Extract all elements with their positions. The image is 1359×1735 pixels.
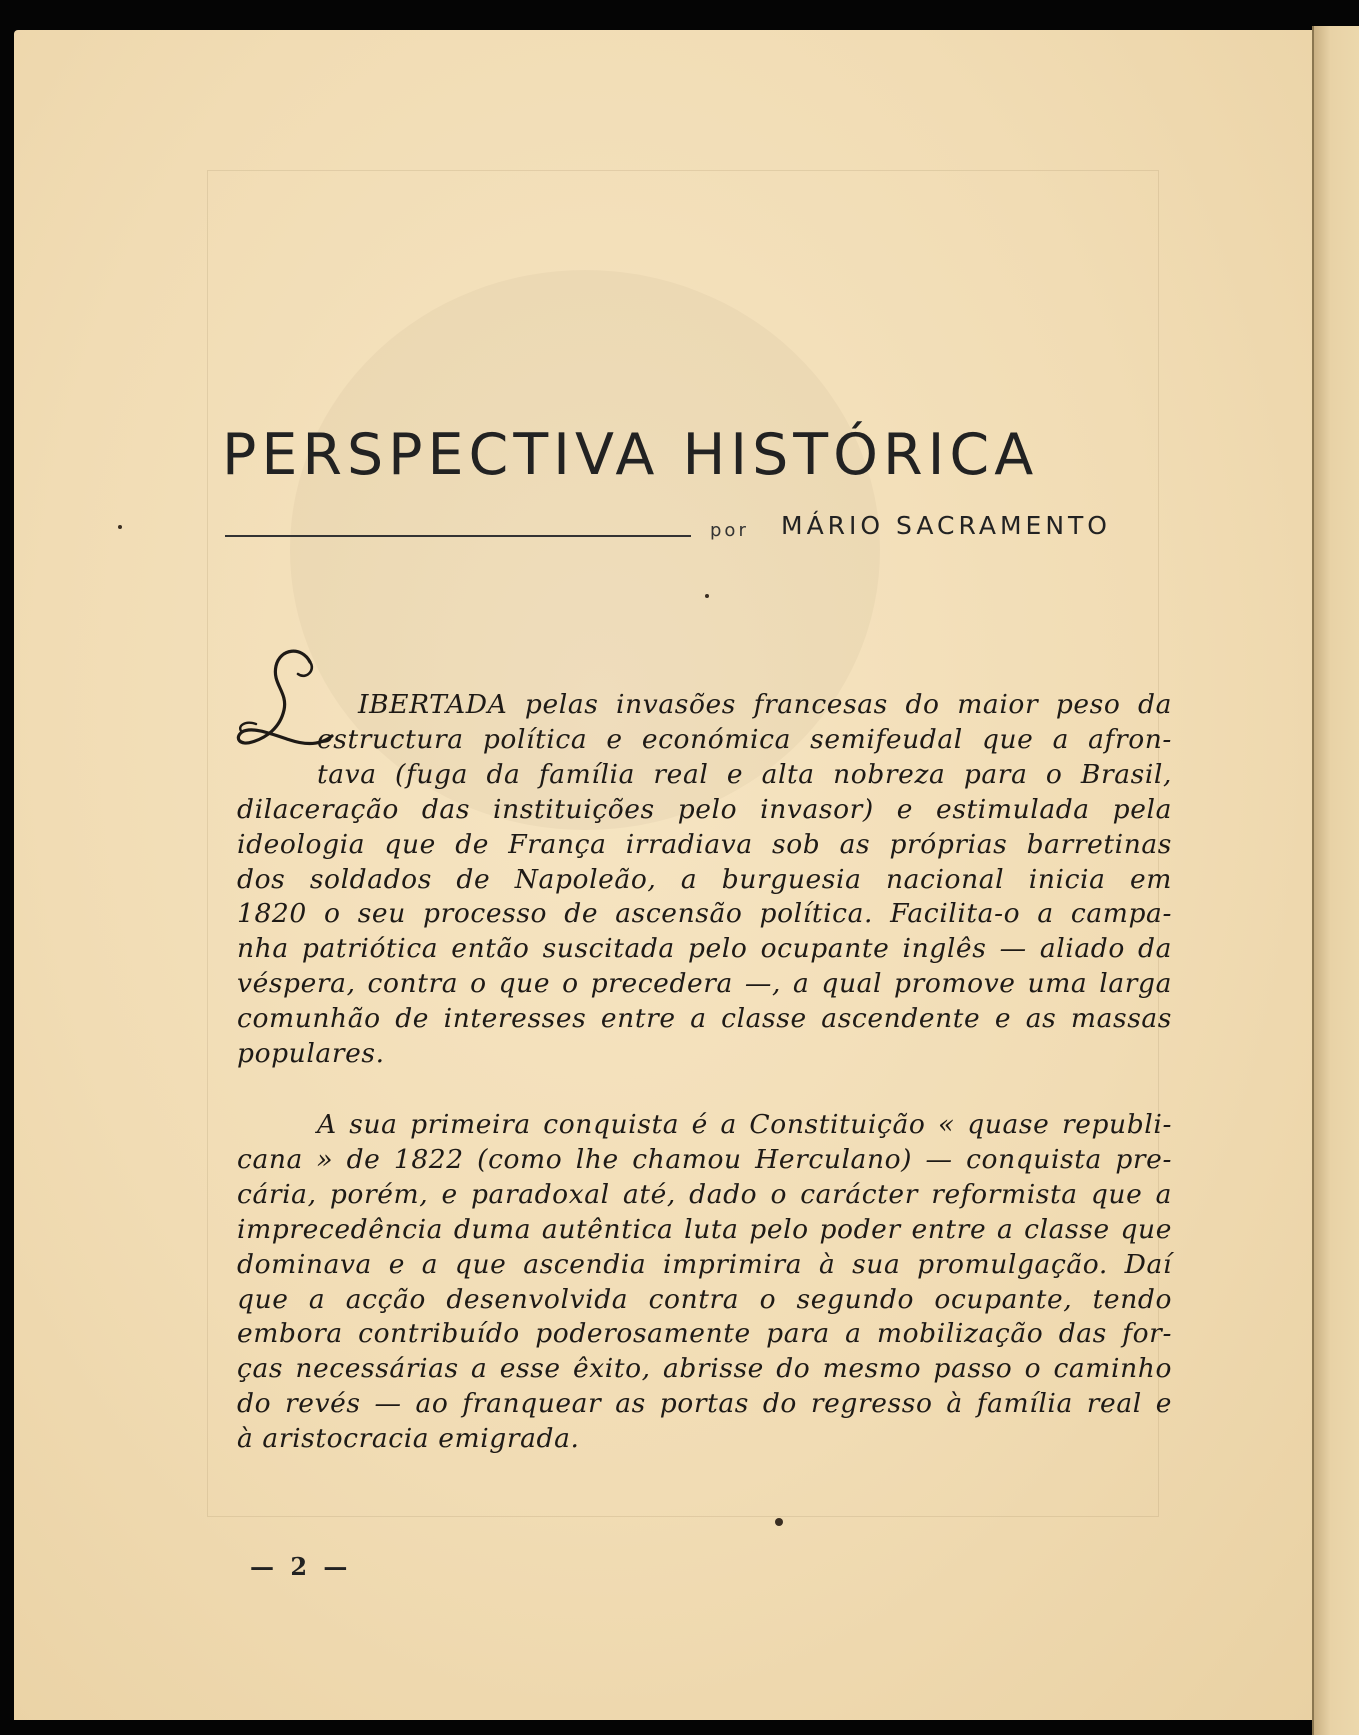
author-name: MÁRIO SACRAMENTO	[781, 511, 1111, 540]
text-line: 1820 o seu processo de ascensão política. Facilita-o a campa-	[237, 898, 1172, 930]
byline-prefix: por	[710, 520, 749, 541]
text-line: cária, porém, e paradoxal até, dado o carácter reformista que a	[237, 1178, 1172, 1210]
text-line: dos soldados de Napoleão, a burguesia nacional inicia em	[237, 863, 1172, 895]
byline-rule	[225, 535, 691, 537]
text-line: que a acção desenvolvida contra o segundo ocupante, tendo	[237, 1283, 1172, 1315]
text-line: ças necessárias a esse êxito, abrisse do mesmo passo o caminho	[237, 1353, 1172, 1385]
paragraph-2	[237, 1108, 1172, 1457]
article-body	[237, 688, 1172, 1457]
paper-speck	[705, 594, 709, 598]
text-line: à aristocracia emigrada.	[237, 1423, 580, 1455]
text-line: embora contribuído poderosamente para a mobilização das for-	[237, 1318, 1172, 1350]
text-line: imprecedência duma autêntica luta pelo poder entre a classe que	[237, 1213, 1172, 1245]
text-line: populares.	[237, 1038, 385, 1070]
text-line: estructura política e económica semifeudal que a afron-	[317, 723, 1172, 755]
text-line: cana » de 1822 (como lhe chamou Herculano) — conquista pre-	[237, 1143, 1172, 1175]
next-page-edge	[1312, 26, 1359, 1735]
text-line: véspera, contra o que o precedera —, a qual promove uma larga	[237, 968, 1172, 1000]
page-number: — 2 —	[250, 1552, 352, 1581]
text-line: do revés — ao franquear as portas do regresso à família real e	[237, 1388, 1172, 1420]
article-title: PERSPECTIVA HISTÓRICA	[222, 422, 1039, 488]
text-line: IBERTADA pelas invasões francesas do maior peso da	[358, 689, 1172, 720]
text-line: comunhão de interesses entre a classe ascendente e as massas	[237, 1003, 1172, 1035]
text-line: dominava e a que ascendia imprimira à sua promulgação. Daí	[237, 1248, 1172, 1280]
text-line: dilaceração das instituições pelo invasor) e estimulada pela	[237, 793, 1172, 825]
text-line: nha patriótica então suscitada pelo ocupante inglês — aliado da	[237, 933, 1172, 965]
paragraph-1	[237, 688, 1172, 1072]
paper-speck	[118, 525, 122, 529]
text-line: A sua primeira conquista é a Constituição « quase republi-	[317, 1108, 1172, 1140]
byline	[225, 508, 1155, 548]
text-line: tava (fuga da família real e alta nobreza para o Brasil,	[317, 758, 1172, 790]
paper-speck	[775, 1518, 783, 1526]
text-line: ideologia que de França irradiava sob as próprias barretinas	[237, 828, 1172, 860]
